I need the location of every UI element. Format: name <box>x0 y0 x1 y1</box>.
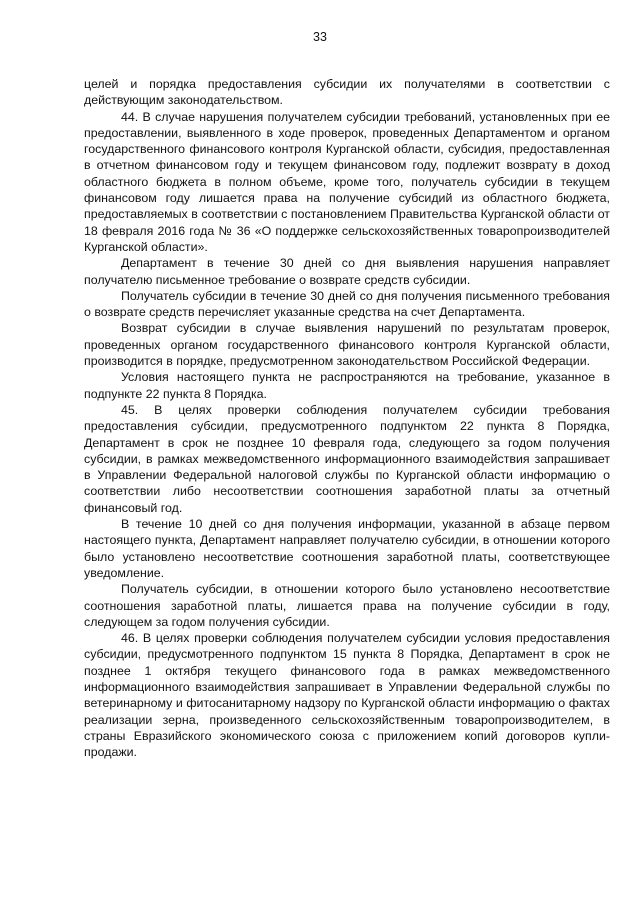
page-number: 33 <box>313 30 327 44</box>
paragraph: Департамент в течение 30 дней со дня выявления нарушения направляет получателю письменное требование о возврате средств субсидии. <box>84 256 610 287</box>
paragraph: В течение 10 дней со дня получения информации, указанной в абзаце первом настоящего пункта, Департамент направляет получателю субсидии, в отношении которого было установлено несоответствие соотношения заработной платы, соответствующее уведомление. <box>84 517 610 580</box>
paragraph-clause-46: 46. В целях проверки соблюдения получателем субсидии условия предоставления субсидии, предусмотренного подпунктом 15 пункта 8 Порядка, Департамент в срок не позднее 1 октября текущего финансового года в рамках межведомственного информационного взаимодействия запрашивает в Управлении Федеральной службы по ветеринарному и фитосанитарному надзору по Курганской области информацию о фактах реализации зерна, произведенного сельскохозяйственным товаропроизводителем, в страны Евразийского экономического союза с приложением копий договоров купли-продажи. <box>84 631 610 760</box>
paragraph: Получатель субсидии в течение 30 дней со дня получения письменного требования о возврате средств перечисляет указанные средства на счет Департамента. <box>84 288 610 320</box>
paragraph-clause-45: 45. В целях проверки соблюдения получателем субсидии требования предоставления субсидии, предусмотренного подпунктом 22 пункта 8 Порядка, Департамент в срок не позднее 10 февраля года, следующего за годом получения субсидии, в рамках межведомственного информационного взаимодействия запрашивает в Управлении Федеральной налоговой службы по Курганской области информацию о соответствии либо несоответствии соотношения заработной платы за отчетный финансовый год. <box>84 402 610 515</box>
paragraph: Условия настоящего пункта не распространяются на требование, указанное в подпункте 22 пункта 8 Порядка. <box>84 370 610 401</box>
body-text <box>84 76 610 760</box>
paragraph-clause-44: 44. В случае нарушения получателем субсидии требований, установленных при ее предоставлении, выявленного в ходе проверок, проведенных Департаментом и органом государственного финансового контроля Курганской области, субсидия, предоставленная в отчетном финансовом году и текущем финансовом году, подлежит возврату в доход областного бюджета в полном объеме, кроме того, получатель субсидии в текущем финансовом году лишается права на получение субсидий из областного бюджета, предоставляемых в соответствии с постановлением Правительства Курганской области от 18 февраля 2016 года № 36 «О поддержке сельскохозяйственных товаропроизводителей Курганской области». <box>84 109 610 254</box>
paragraph-continuation: целей и порядка предоставления субсидии их получателями в соответствии с действующим законодательством. <box>84 77 610 108</box>
paragraph: Получатель субсидии, в отношении которого было установлено несоответствие соотношения заработной платы, лишается права на получение субсидии в году, следующем за годом получения субсидии. <box>84 582 610 629</box>
paragraph: Возврат субсидии в случае выявления нарушений по результатам проверок, проведенных органом государственного финансового контроля Курганской области, производится в порядке, предусмотренном законодательством Российской Федерации. <box>84 321 610 369</box>
